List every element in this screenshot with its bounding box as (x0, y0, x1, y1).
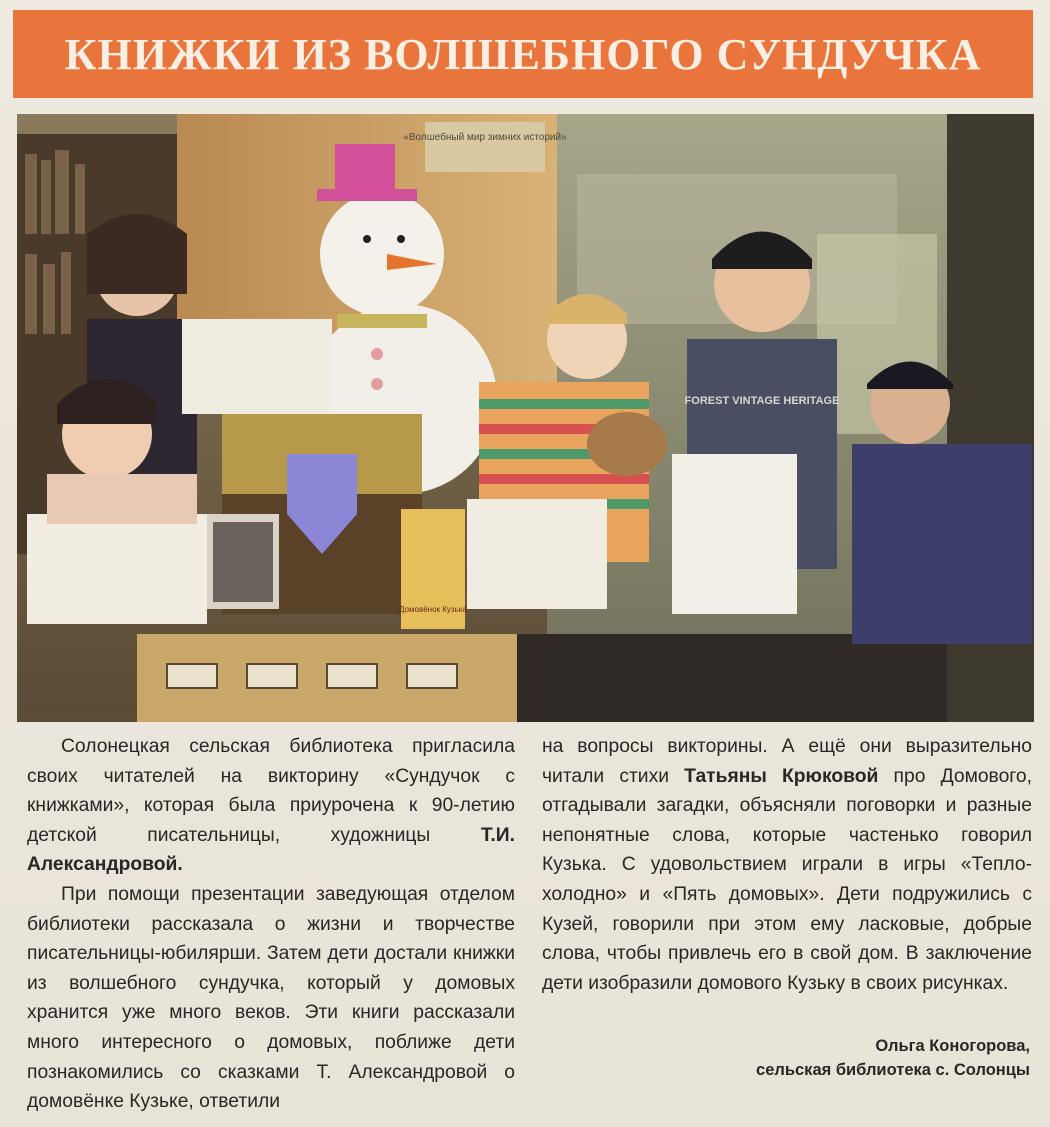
signature-author: Ольга Коногорова, (875, 1037, 1030, 1055)
headline-banner (13, 10, 1033, 98)
author-name-bold: Т.И. Александровой. (27, 824, 515, 876)
paragraph-1-text: Солонецкая сельская библиотека пригласила своих читателей на викторину «Сундучок с книжками», которая была приурочена к 90-летию детской писательницы, художницы (27, 736, 515, 846)
paragraph-2-cont-text: на вопросы викторины. А ещё они выразительно читали стихи (542, 736, 1032, 787)
book-cover-text: Домовёнок Кузька (399, 605, 467, 614)
paragraph-2-text: При помощи презентации заведующая отделом библиотеки рассказала о жизни и творчестве писательницы-юбилярши. Затем дети достали книжки из волшебного сундучка, который у домовых хранится уже много веков. Эти книги рассказали много интересного о домовых, поближе дети познакомились со сказками Т. Александровой о домовёнке Кузьке, ответили (27, 883, 515, 1113)
signature (756, 1034, 1030, 1082)
poet-name-bold: Татьяны Крюковой (684, 765, 879, 787)
poster-text: «Волшебный мир зимних историй» (403, 132, 567, 143)
paragraph-1 (27, 732, 515, 880)
signature-affiliation: сельская библиотека с. Солонцы (756, 1061, 1030, 1079)
article-photo (17, 114, 1034, 722)
paragraph-2-end-text: про Домового, отгадывали загадки, объясняли поговорки и разные непонятные слова, которые частенько говорил Кузька. С удовольствием играли в игры «Тепло-холодно» и «Пять домовых». Дети подружились с Кузей, говорили при этом ему ласковые, добрые слова, чтобы привлечь его в свой дом. В заключение дети изобразили домового Кузьку в своих рисунках. (542, 765, 1032, 994)
headline-title: КНИЖКИ ИЗ ВОЛШЕБНОГО СУНДУЧКА (64, 29, 982, 79)
article-column-right (542, 732, 1032, 998)
paragraph-2 (27, 880, 515, 1117)
article-column-left (27, 732, 515, 1117)
photo-illustration (17, 114, 1034, 722)
paragraph-2-continued (542, 732, 1032, 998)
shirt-text: FOREST VINTAGE HERITAGE (684, 395, 840, 407)
